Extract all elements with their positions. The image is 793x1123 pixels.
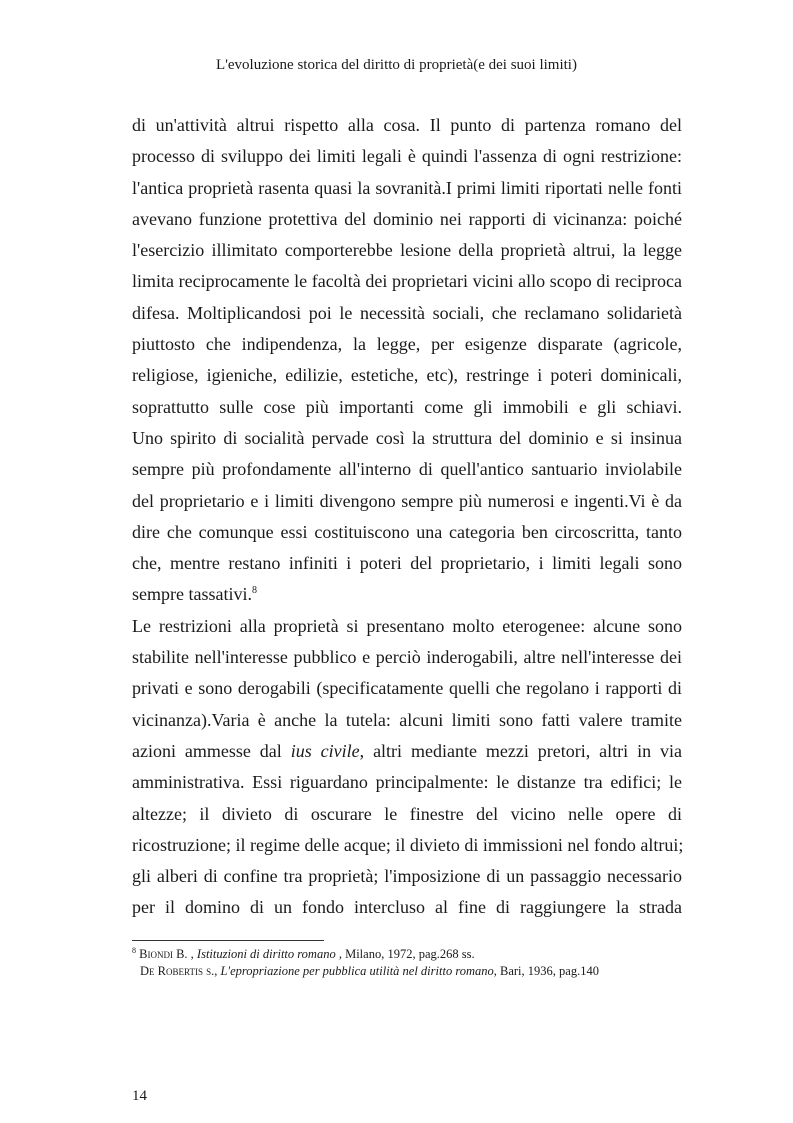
text-line: ricostruzione; il regime delle acque; il divieto di immissioni nel fondo altrui;: [132, 834, 684, 855]
footnotes: [132, 946, 692, 980]
footnote-line: [132, 963, 692, 980]
text-line: limita reciprocamente le facoltà dei proprietari vicini allo scopo di reciproca: [132, 271, 682, 292]
footnote-details: , Bari, 1936, pag.140: [493, 964, 599, 978]
text-line: di un'attività altrui rispetto alla cosa. Il punto di partenza romano del: [132, 115, 682, 135]
footnote-title: Istituzioni di diritto romano: [196, 947, 336, 961]
footnote-reference[interactable]: 8: [251, 585, 257, 597]
text-line: gli alberi di confine tra proprietà; l'imposizione di un passaggio necessario: [132, 866, 682, 887]
text-line: stabilite nell'interesse pubblico e perciò inderogabili, altre nell'interesse dei: [132, 647, 682, 668]
body-text: [132, 110, 682, 924]
text-line: difesa. Moltiplicandosi poi le necessità sociali, che reclamano solidarietà: [132, 302, 682, 323]
text-line: sempre più profondamente all'interno di quell'antico santuario inviolabile: [132, 459, 682, 480]
text-line: vicinanza).Varia è anche la tutela: alcuni limiti sono fatti valere tramite: [132, 709, 682, 730]
text-line: amministrativa. Essi riguardano principalmente: le distanze tra edifici; le: [132, 772, 682, 793]
text-line: processo di sviluppo dei limiti legali è quindi l'assenza di ogni restrizione:: [132, 146, 682, 167]
footnote-separator-text: ,: [214, 964, 221, 978]
running-header: L'evoluzione storica del diritto di proprietà(e dei suoi limiti): [216, 57, 577, 73]
footnote-separator: [132, 940, 324, 941]
italic-term: ius civile: [290, 740, 360, 761]
text-line: l'esercizio illimitato comporterebbe lesione della proprietà altrui, la legge: [132, 240, 682, 261]
footnote-line: [132, 946, 692, 963]
footnote-details: , Milano, 1972, pag.268 ss.: [335, 947, 475, 961]
text-line: avevano funzione protettiva del dominio nei rapporti di vicinanza: poiché: [132, 208, 682, 229]
text-line: del proprietario e i limiti divengono sempre più numerosi e ingenti.Vi è da: [132, 490, 682, 511]
text-line: altezze; il divieto di oscurare le finestre del vicino nelle opere di: [132, 803, 682, 824]
text-line: privati e sono derogabili (specificatamente quelli che regolano i rapporti di: [132, 678, 682, 699]
text-line: soprattutto sulle cose più importanti come gli immobili e gli schiavi.: [132, 396, 682, 417]
footnote-separator-text: ,: [187, 947, 197, 961]
text-segment: , altri mediante mezzi pretori, altri in via: [359, 740, 682, 761]
text-line: [132, 736, 682, 767]
text-line: Le restrizioni alla proprietà si presentano molto eterogenee: alcune sono: [132, 615, 682, 636]
text-line: per il domino di un fondo intercluso al fine di raggiungere la strada: [132, 897, 682, 918]
text-line: piuttosto che indipendenza, la legge, per esigenze disparate (agricole,: [132, 334, 682, 355]
footnote-mark: 8: [132, 946, 136, 955]
text-line: dire che comunque essi costituiscono una categoria ben circoscritta, tanto: [132, 521, 682, 542]
text-line: religiose, igieniche, edilizie, estetiche, etc), restringe i poteri dominicali,: [132, 365, 682, 386]
footnote-author: Biondi B.: [139, 947, 188, 961]
text-line: Uno spirito di socialità pervade così la struttura del dominio e si insinua: [132, 427, 682, 448]
text-line: che, mentre restano infiniti i poteri del proprietario, i limiti legali sono: [132, 553, 682, 574]
text-line: [132, 579, 682, 610]
text-segment: azioni ammesse dal: [132, 740, 291, 761]
paragraph-end-text: sempre tassativi.: [132, 584, 252, 605]
text-line: l'antica proprietà rasenta quasi la sovranità.I primi limiti riportati nelle fonti: [132, 177, 682, 198]
footnote-title: L'epropriazione per pubblica utilità nel diritto romano: [220, 964, 494, 978]
footnote-author: De Robertis s.: [140, 964, 215, 978]
page-number: 14: [132, 1088, 147, 1104]
